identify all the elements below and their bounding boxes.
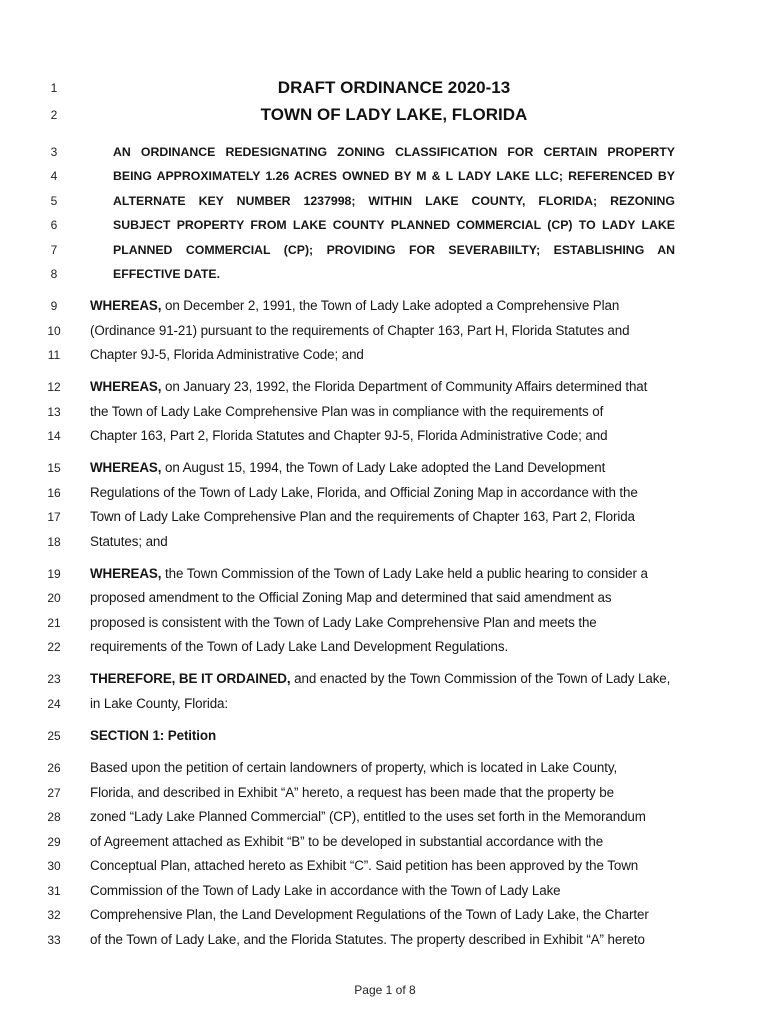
abstract-line: BEING APPROXIMATELY 1.26 ACRES OWNED BY M & L LADY LAKE LLC; REFERENCED BY	[113, 169, 675, 183]
body-line: Florida, and described in Exhibit “A” hereto, a request has been made that the property be	[90, 785, 614, 800]
body-line: in Lake County, Florida:	[90, 696, 229, 711]
body-line: of the Town of Lady Lake, and the Florida Statutes. The property described in Exhibit “A” hereto	[90, 932, 645, 947]
line-number: 26	[47, 761, 61, 775]
therefore-label: THEREFORE, BE IT ORDAINED,	[90, 671, 291, 686]
line-number: 9	[50, 299, 58, 313]
line-number: 14	[47, 429, 61, 443]
document-subtitle: TOWN OF LADY LAKE, FLORIDA	[260, 105, 528, 124]
line-number: 8	[50, 267, 58, 281]
line-number: 17	[47, 510, 61, 524]
line-number: 20	[47, 591, 61, 605]
body-text: on December 2, 1991, the Town of Lady Lake adopted a Comprehensive Plan	[161, 298, 620, 313]
body-line: proposed amendment to the Official Zoning Map and determined that said amendment as	[90, 590, 612, 605]
body-line: zoned “Lady Lake Planned Commercial” (CP), entitled to the uses set forth in the Memorandum	[90, 809, 646, 824]
whereas-clause-4	[90, 566, 695, 582]
body-text: on January 23, 1992, the Florida Department of Community Affairs determined that	[161, 379, 648, 394]
whereas-label: WHEREAS,	[90, 566, 162, 581]
body-line: Conceptual Plan, attached hereto as Exhibit “C”. Said petition has been approved by the Town	[90, 858, 639, 873]
line-number: 30	[47, 859, 61, 873]
line-number: 18	[47, 535, 61, 549]
line-number: 24	[47, 697, 61, 711]
body-line: proposed is consistent with the Town of Lady Lake Comprehensive Plan and meets the	[90, 615, 597, 630]
body-line: Regulations of the Town of Lady Lake, Florida, and Official Zoning Map in accordance with the	[90, 485, 638, 500]
body-text: and enacted by the Town Commission of the Town of Lady Lake,	[290, 671, 671, 686]
line-number: 4	[50, 169, 58, 183]
document-title: DRAFT ORDINANCE 2020-13	[277, 78, 511, 97]
line-number: 1	[50, 81, 58, 95]
line-number: 29	[47, 835, 61, 849]
whereas-clause-3	[90, 460, 695, 476]
whereas-label: WHEREAS,	[90, 298, 162, 313]
line-number: 19	[47, 567, 61, 581]
whereas-label: WHEREAS,	[90, 460, 162, 475]
line-number: 33	[47, 933, 61, 947]
line-number: 12	[47, 380, 61, 394]
line-number: 21	[47, 616, 61, 630]
line-number: 5	[50, 194, 58, 208]
line-number: 11	[47, 348, 61, 362]
line-number: 2	[50, 108, 58, 122]
abstract-line: ALTERNATE KEY NUMBER 1237998; WITHIN LAKE COUNTY, FLORIDA; REZONING	[113, 194, 675, 208]
line-number: 25	[47, 729, 61, 743]
line-number: 27	[47, 786, 61, 800]
line-number: 15	[47, 461, 61, 475]
line-number: 22	[47, 640, 61, 654]
line-number: 13	[47, 405, 61, 419]
body-text: on August 15, 1994, the Town of Lady Lake adopted the Land Development	[161, 460, 606, 475]
body-line: Statutes; and	[90, 534, 168, 549]
line-number: 3	[50, 145, 58, 159]
line-number: 32	[47, 908, 61, 922]
whereas-clause-1	[90, 298, 695, 314]
whereas-clause-2	[90, 379, 695, 395]
body-line: the Town of Lady Lake Comprehensive Plan was in compliance with the requirements of	[90, 404, 604, 419]
therefore-clause	[90, 671, 695, 687]
body-line: Chapter 9J-5, Florida Administrative Code; and	[90, 347, 364, 362]
line-number: 6	[50, 218, 58, 232]
body-line: (Ordinance 91-21) pursuant to the requirements of Chapter 163, Part H, Florida Statutes and	[90, 323, 630, 338]
abstract-line: PLANNED COMMERCIAL (CP); PROVIDING FOR SEVERABIILTY; ESTABLISHING AN	[113, 243, 675, 257]
body-line: Commission of the Town of Lady Lake in accordance with the Town of Lady Lake	[90, 883, 561, 898]
whereas-label: WHEREAS,	[90, 379, 162, 394]
line-number: 28	[47, 810, 61, 824]
body-line: Based upon the petition of certain landowners of property, which is located in Lake County,	[90, 760, 618, 775]
abstract-line: AN ORDINANCE REDESIGNATING ZONING CLASSIFICATION FOR CERTAIN PROPERTY	[113, 145, 675, 159]
line-number: 31	[47, 884, 61, 898]
abstract-line: SUBJECT PROPERTY FROM LAKE COUNTY PLANNED COMMERCIAL (CP) TO LADY LAKE	[113, 218, 675, 232]
line-number: 10	[47, 324, 61, 338]
line-number: 23	[47, 672, 61, 686]
body-text: the Town Commission of the Town of Lady Lake held a public hearing to consider a	[161, 566, 648, 581]
body-line: Comprehensive Plan, the Land Development Regulations of the Town of Lady Lake, the Charter	[90, 907, 649, 922]
body-line: of Agreement attached as Exhibit “B” to be developed in substantial accordance with the	[90, 834, 604, 849]
section-heading: SECTION 1: Petition	[90, 728, 217, 743]
line-number: 7	[50, 243, 58, 257]
body-line: Town of Lady Lake Comprehensive Plan and the requirements of Chapter 163, Part 2, Florida	[90, 509, 635, 524]
page-footer: Page 1 of 8	[354, 983, 416, 997]
body-line: Chapter 163, Part 2, Florida Statutes and Chapter 9J-5, Florida Administrative Code; and	[90, 428, 608, 443]
line-number: 16	[47, 486, 61, 500]
body-line: requirements of the Town of Lady Lake Land Development Regulations.	[90, 639, 509, 654]
abstract-line: EFFECTIVE DATE.	[113, 267, 221, 281]
